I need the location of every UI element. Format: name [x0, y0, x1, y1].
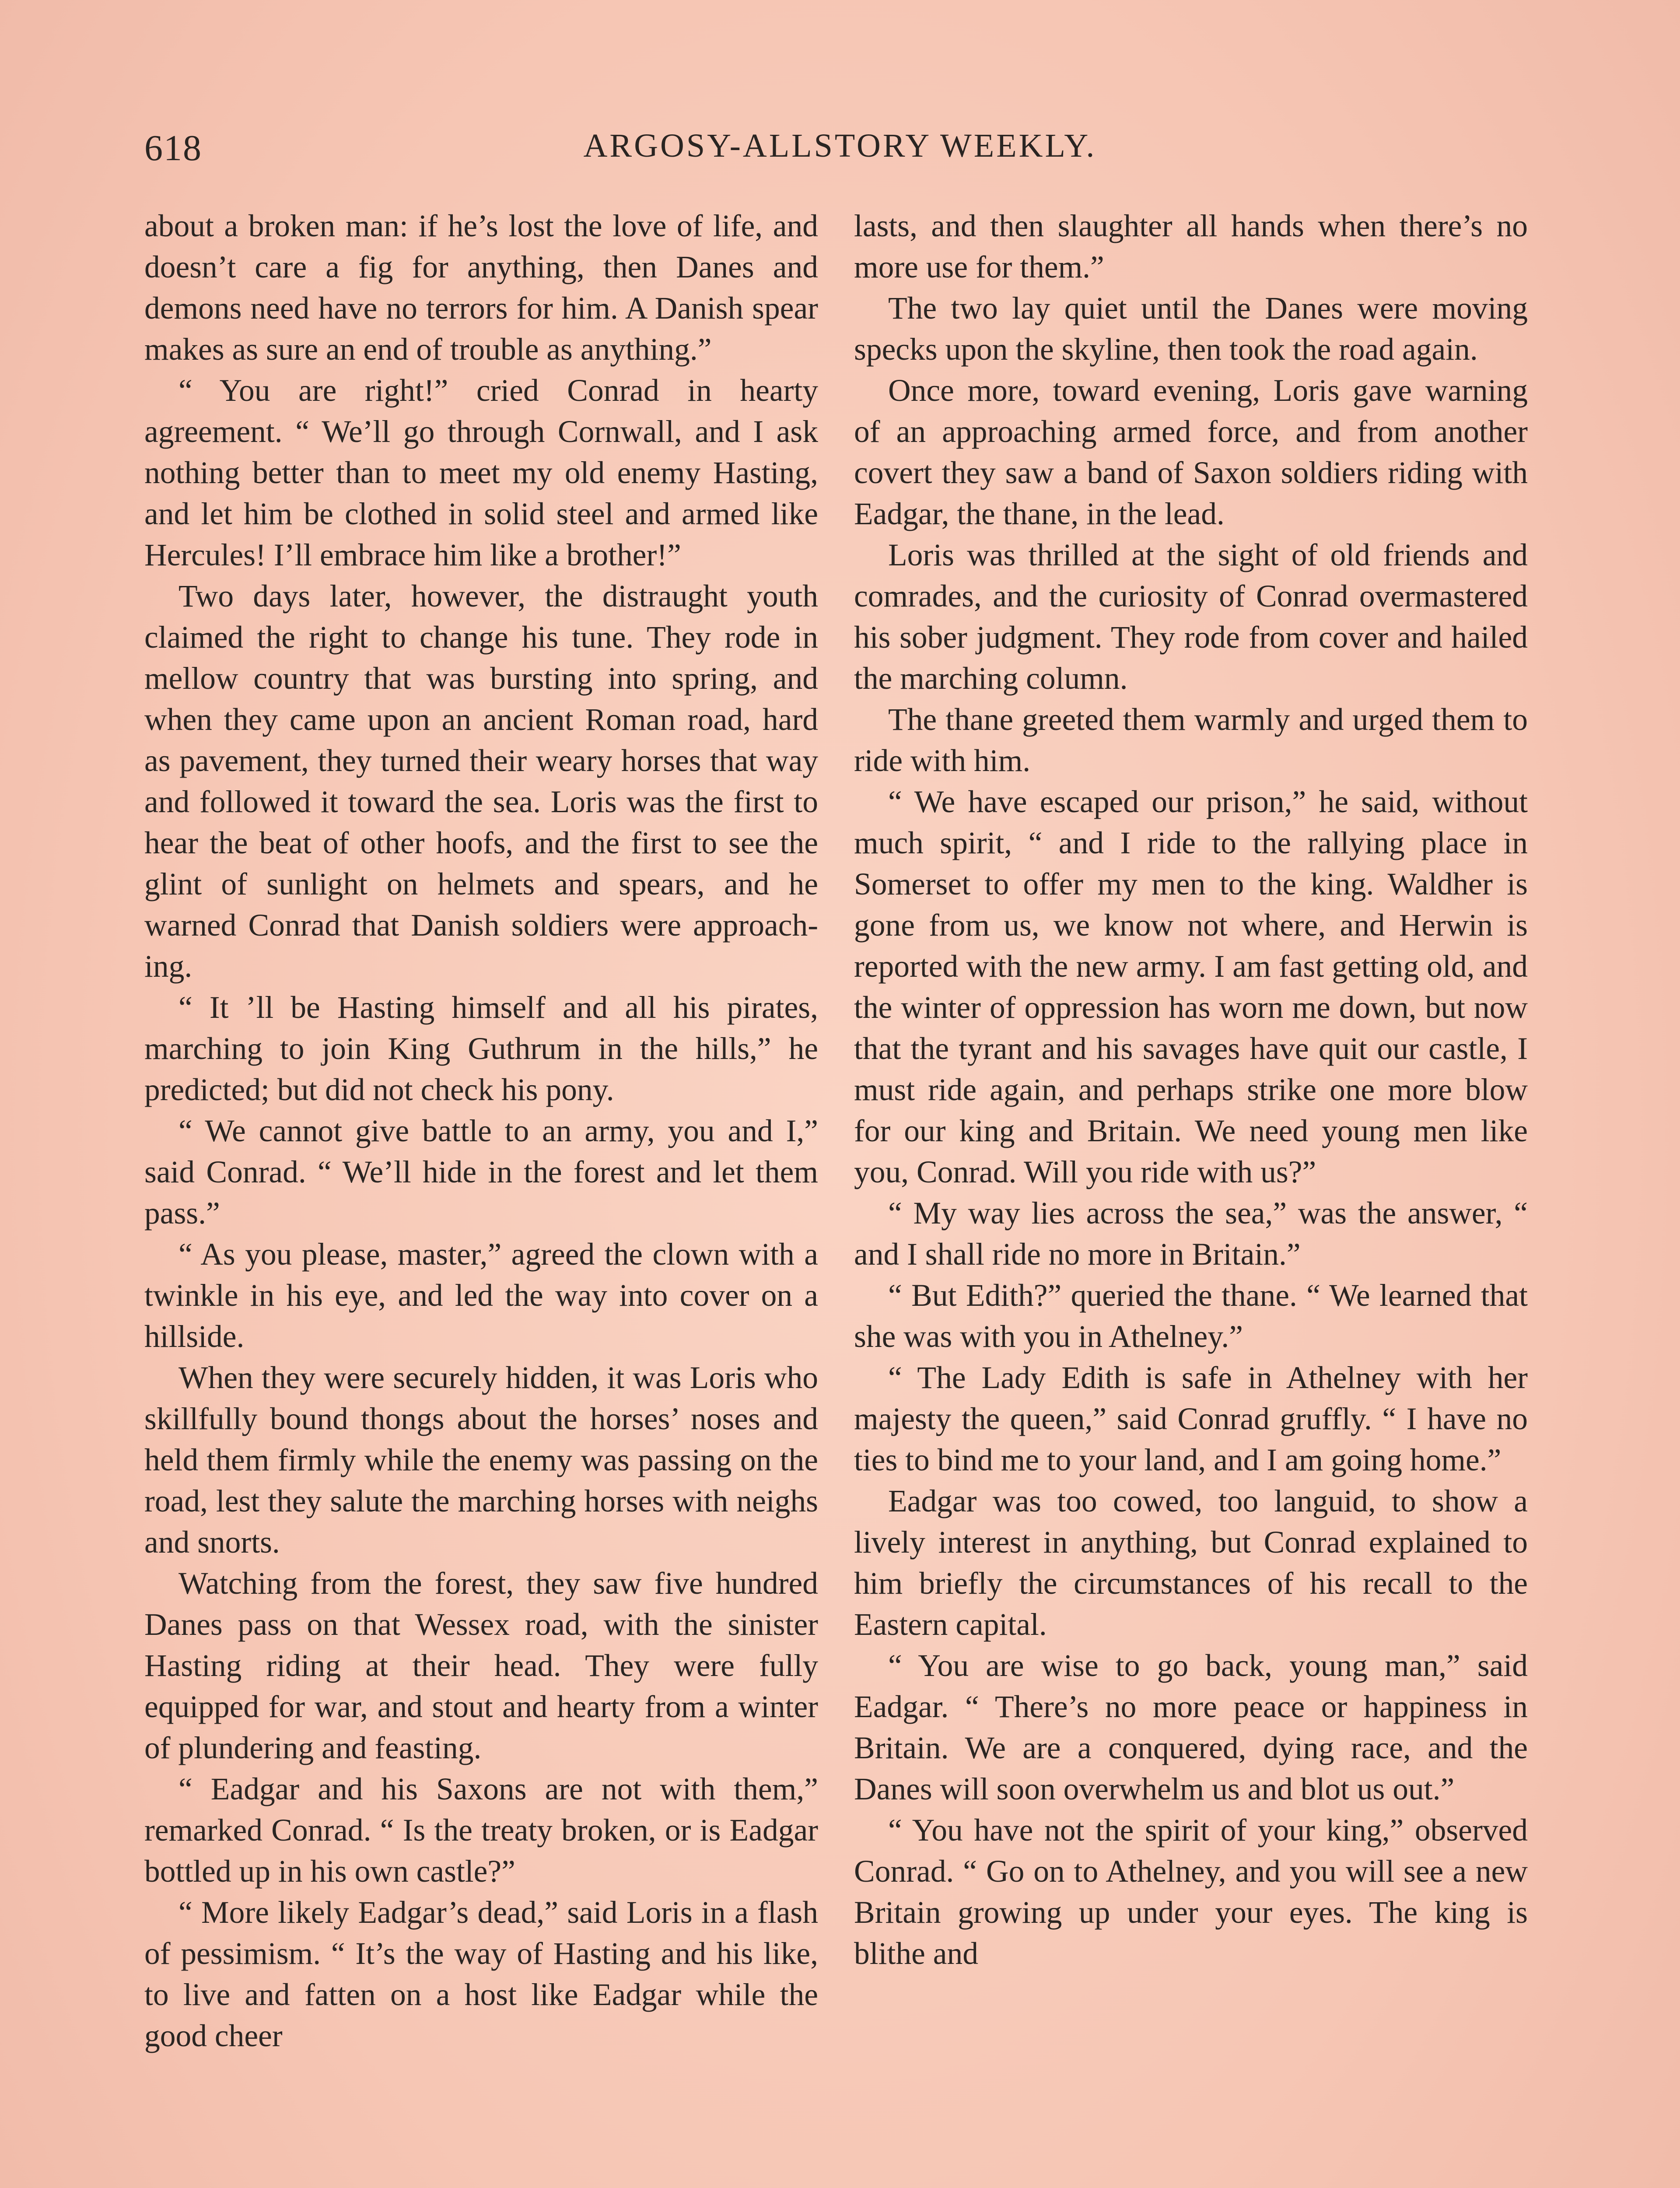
paragraph: “ The Lady Edith is safe in Athelney with her majesty the queen,” said Conrad gruffly. “ I have no ties to bind me to your land, and I am going home.” — [854, 1360, 1528, 1477]
paragraph: The two lay quiet until the Danes were moving specks upon the skyline, then took the road again. — [854, 291, 1528, 367]
page-header — [144, 127, 1536, 175]
right-column — [854, 206, 1528, 1974]
paragraph: “ My way lies across the sea,” was the answer, “ and I shall ride no more in Britain.” — [854, 1196, 1528, 1272]
paragraph: “ More likely Eadgar’s dead,” said Loris in a flash of pessimism. “ It’s the way of Hasting and his like, to live and fatten on a host like Eadgar while the good cheer — [144, 1895, 818, 2053]
paragraph: The thane greeted them warmly and urged them to ride with him. — [854, 702, 1528, 778]
left-column — [144, 206, 818, 2057]
paragraph: “ You are right!” cried Conrad in hearty agreement. “ We’ll go through Cornwall, and I ask nothing better than to meet my old enemy Hasting, and let him be clothed in solid steel and armed like Hercules! I’ll embrace him like a brother!” — [144, 373, 818, 572]
paragraph: “ We cannot give battle to an army, you and I,” said Conrad. “ We’ll hide in the forest and let them pass.” — [144, 1114, 818, 1231]
paragraph: When they were securely hidden, it was Loris who skillfully bound thongs about the horses’ noses and held them firmly while the enemy was passing on the road, lest they salute the marching horses with neighs and snorts. — [144, 1360, 818, 1560]
paragraph: “ We have escaped our prison,” he said, without much spirit, “ and I ride to the rallying place in Somerset to offer my men to the king. Waldher is gone from us, we know not where, and Herwin is reported with the new army. I am fast getting old, and the winter of oppression has worn me down, but now that the tyrant and his savages have quit our castle, I must ride again, and perhaps strike one more blow for our king and Britain. We need young men like you, Conrad. Will you ride with us?” — [854, 785, 1528, 1189]
paragraph: Eadgar was too cowed, too languid, to show a lively interest in anything, but Conrad explained to him briefly the circumstances of his recall to the Eastern capital. — [854, 1484, 1528, 1642]
paragraph: Two days later, however, the distraught youth claimed the right to change his tune. They rode in mellow country that was bursting into spring, and when they came upon an ancient Roman road, hard as pavement, they turned their weary horses that way and followed it toward the sea. Loris was the first to hear the beat of other hoofs, and the first to see the glint of sunlight on helmets and spears, and he warned Conrad that Danish soldiers were approaching. — [144, 579, 818, 984]
paragraph: “ But Edith?” queried the thane. “ We learned that she was with you in Athelney.” — [854, 1278, 1528, 1354]
paragraph: Watching from the forest, they saw five hundred Danes pass on that Wessex road, with the sinister Hasting riding at their head. They were fully equipped for war, and stout and hearty from a winter of plundering and feasting. — [144, 1566, 818, 1765]
paragraph: Once more, toward evening, Loris gave warning of an approaching armed force, and from another covert they saw a band of Saxon soldiers riding with Eadgar, the thane, in the lead. — [854, 373, 1528, 531]
paragraph: lasts, and then slaughter all hands when there’s no more use for them.” — [854, 209, 1528, 284]
paragraph: about a broken man: if he’s lost the love of life, and doesn’t care a fig for anything, then Danes and demons need have no terrors for him. A Danish spear makes as sure an end of trouble as anything.” — [144, 209, 818, 367]
running-head: ARGOSY-ALLSTORY WEEKLY. — [583, 127, 1097, 164]
paragraph: “ Eadgar and his Saxons are not with them,” remarked Conrad. “ Is the treaty broken, or is Eadgar bottled up in his own castle?” — [144, 1772, 818, 1889]
paragraph: “ As you please, master,” agreed the clown with a twinkle in his eye, and led the way into cover on a hillside. — [144, 1237, 818, 1354]
paragraph: “ You are wise to go back, young man,” said Eadgar. “ There’s no more peace or happiness in Britain. We are a conquered, dying race, and the Danes will soon overwhelm us and blot us out.” — [854, 1648, 1528, 1806]
paragraph: Loris was thrilled at the sight of old friends and comrades, and the curiosity of Conrad overmastered his sober judgment. They rode from cover and hailed the marching column. — [854, 538, 1528, 696]
paragraph: “ It ’ll be Hasting himself and all his pirates, marching to join King Guthrum in the hills,” he predicted; but did not check his pony. — [144, 990, 818, 1107]
paragraph: “ You have not the spirit of your king,” observed Conrad. “ Go on to Athelney, and you will see a new Britain growing up under your eyes. The king is blithe and — [854, 1813, 1528, 1971]
page-number: 618 — [144, 128, 202, 168]
